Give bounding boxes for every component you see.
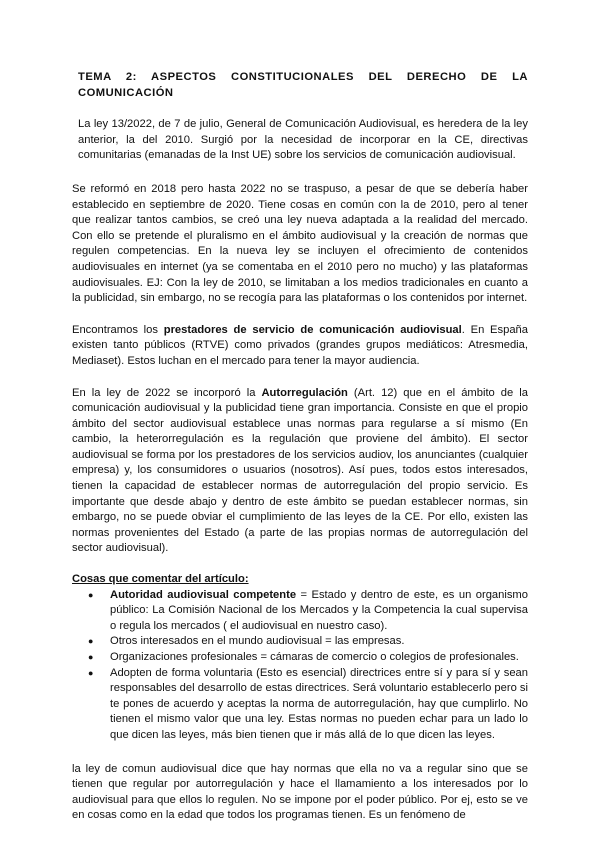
list-item	[88, 666, 528, 744]
list-item	[88, 634, 528, 650]
prestadores-bold: prestadores de servicio de comunicación audiovisual	[163, 323, 462, 336]
autorregulacion-post: (Art. 12) que en el ámbito de la comunicación audiovisual y la publicidad tiene gran importancia. Consiste en que el propio ámbito del sector audiovisual establece unas normas para regularse a sí mismo (En cambio, la heterorregulación es la regulación que proviene del ámbito). El sector audiovisual se forma por los prestadores de los servicios audiov, los anunciantes (cualquier empresa) y, los consumidores o usuarios (nosotros). Así pues, todos estos interesados, tienen la capacidad de establecer normas de autorregulación del propio servicio. Es importante que desde abajo y dentro de este ámbito se puedan establecer normas, sin embargo, no se puede obviar el cumplimiento de las leyes de la CE. Por ello, existen las normas provenientes del Estado (a parte de las propias normas de autorregulación del sector audiovisual).	[72, 386, 528, 555]
list-item-text: Organizaciones profesionales = cámaras de comercio o colegios de profesionales.	[110, 651, 519, 663]
list-item-bold: Autoridad audiovisual competente	[110, 588, 297, 601]
paragraph-ley-comun: la ley de comun audiovisual dice que hay normas que ella no va a regular sino que se tienen que regular por autorregulación y hace el llamamiento a los interesados por lo audiovisual para que ellos lo regulen. No se impone por el poder público. Por ej, esto se ve en cosas como en la edad que todos los programas tienen. Es un fenómeno de	[72, 762, 528, 822]
autorregulacion-pre: En la ley de 2022 se incorporó la	[72, 386, 262, 399]
document-title: TEMA 2: ASPECTOS CONSTITUCIONALES DEL DERECHO DE LA COMUNICACIÓN	[78, 71, 528, 99]
bullet-icon: ●	[88, 636, 94, 647]
list-item	[88, 588, 528, 635]
paragraph-autorregulacion	[72, 386, 528, 558]
list-item	[88, 650, 528, 666]
list-item-text: Adopten de forma voluntaria (Esto es esencial) directrices entre sí y para sí y sean responsables del desarrollo de estas directrices. Será voluntario establecerlo pero si te pones de acuerdo y aceptas la norma de autorregulación, hay que cumplirlo. No tienen el mismo valor que una ley. Estas normas no pueden echar para un lado lo que dicen las leyes, más bien tienen que ir más allá de lo que dicen las leyes.	[110, 666, 528, 741]
paragraph-prestadores	[72, 323, 528, 370]
bullet-icon: ●	[88, 589, 94, 600]
bullet-icon: ●	[88, 652, 94, 662]
paragraph-reform: Se reformó en 2018 pero hasta 2022 no se traspuso, a pesar de que se debería haber establecido en septiembre de 2020. Tiene cosas en común con la de 2010, pero al tener que realizar tantos cambios, se creó una ley nueva adaptada a la realidad del mercado. Con ello se pretende el pluralismo en el ámbito audiovisual y la creación de normas que regulen competencias. En la nueva ley se incluyen el ofrecimiento de contenidos audiovisuales en internet (ya se comentaba en el 2010 pero no mucho) y las plataformas audiovisuales. EJ: Con la ley de 2010, se limitaban a los medios tradicionales en cuanto a la publicidad, sin embargo, no se recogía para las plataformas o los contenidos por internet.	[72, 182, 528, 305]
list-item-text: = Estado y dentro de este, es un organismo público: La Comisión Nacional de los Mercados y la Competencia la cual supervisa o regula los mercados ( el audiovisual en nuestro caso).	[110, 588, 528, 632]
autorregulacion-bold: Autorregulación	[261, 386, 348, 399]
prestadores-post: . En España existen tanto públicos (RTVE) como privados (grandes grupos mediáticos: Atresmedia, Mediaset). Estos luchan en el mercado para tener la mayor audiencia.	[72, 323, 529, 367]
section-heading: Cosas que comentar del artículo:	[72, 573, 249, 586]
intro-paragraph: La ley 13/2022, de 7 de julio, General de Comunicación Audiovisual, es heredera de la ley anterior, la del 2010. Surgió por la necesidad de incorporar en la CE, directivas comunitarias (emanadas de la Inst UE) sobre los servicios de comunicación audiovisual.	[78, 118, 528, 162]
list-item-text: Otros interesados en el mundo audiovisual = las empresas.	[110, 635, 405, 648]
prestadores-pre: Encontramos los	[72, 323, 164, 336]
bullet-icon: ●	[88, 667, 94, 678]
bullet-list	[72, 588, 528, 744]
